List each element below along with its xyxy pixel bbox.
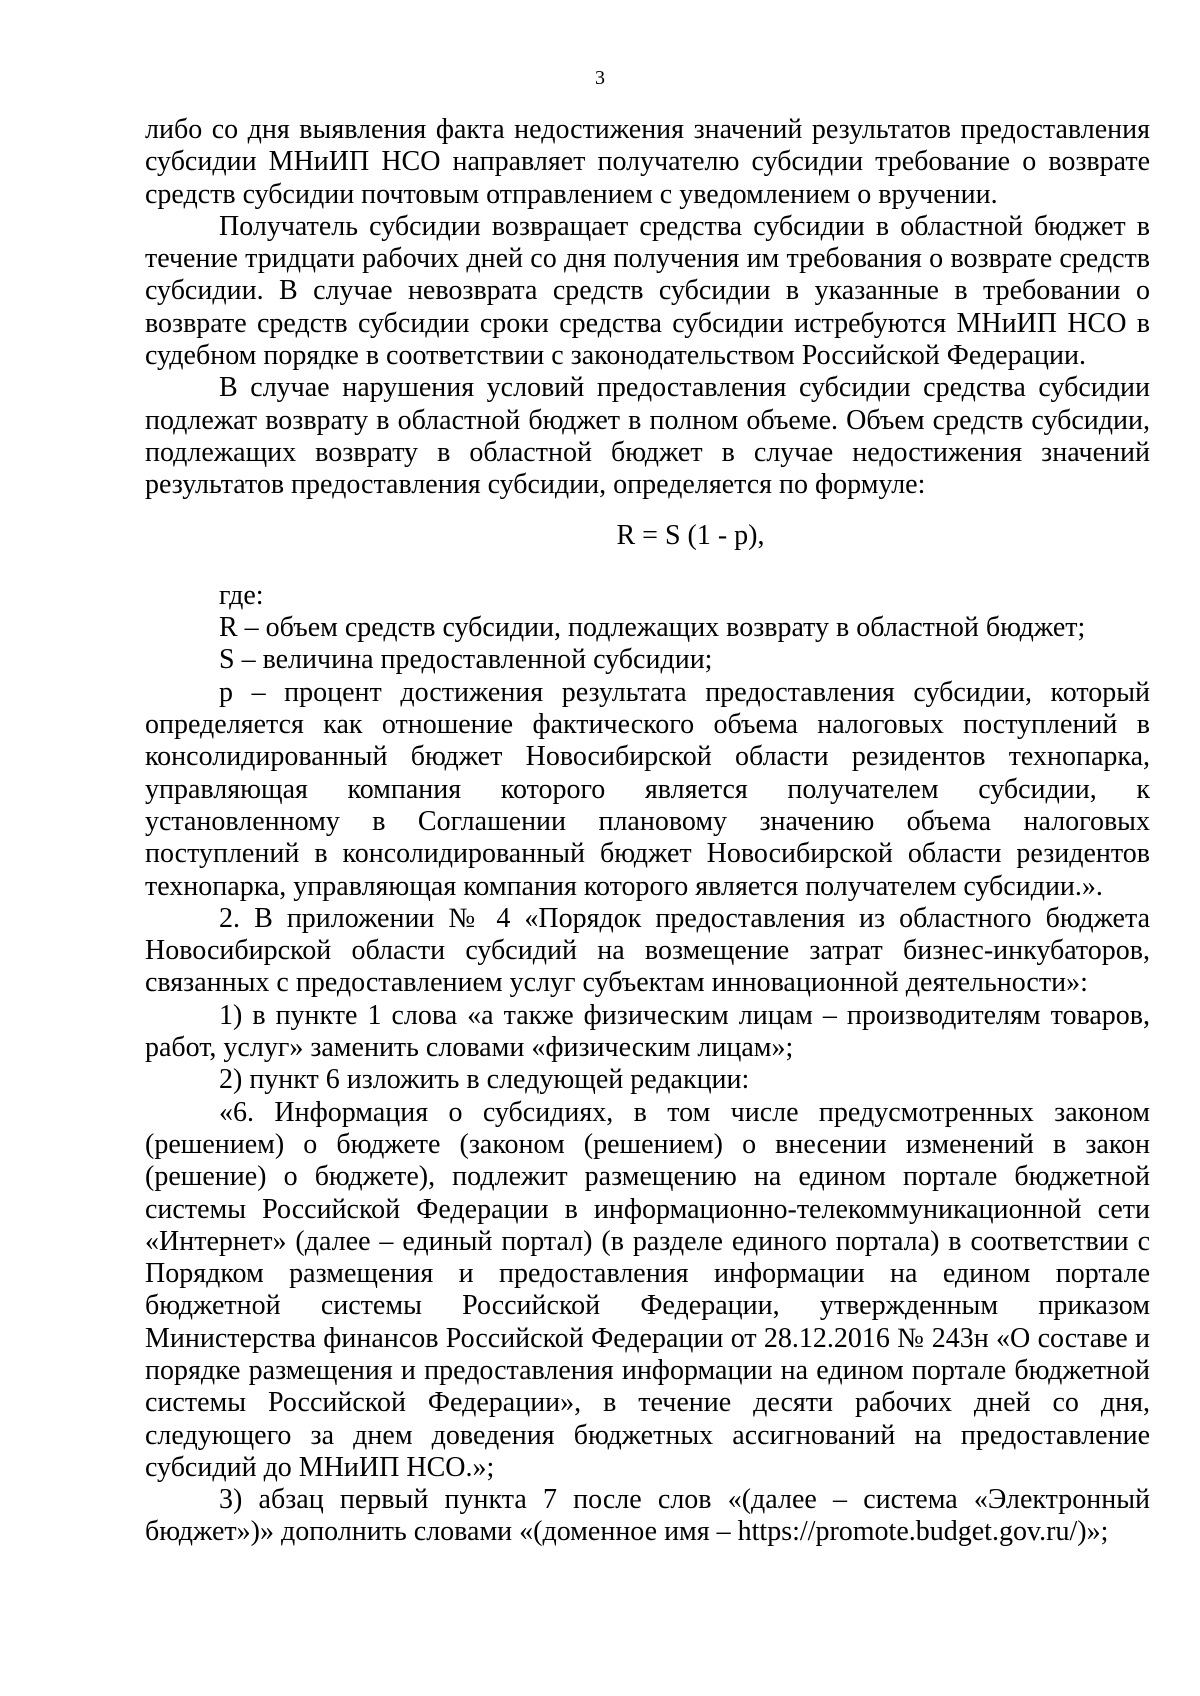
amendment-item-2: 2) пункт 6 изложить в следующей редакции:	[219, 1064, 750, 1096]
paragraph-refund-request: либо со дня выявления факта недостижения значений результатов предоставления субсидии МНиИП НСО направляет получателю субсидии требование о возврате средств субсидии почтовым отправлением с уведомлением о вручении.	[145, 114, 1150, 210]
definition-s: S – величина предоставленной субсидии;	[219, 644, 713, 676]
amendment-item-1: 1) в пункте 1 слова «а также физическим лицам – производителям товаров, работ, услуг» заменить словами «физическим лицам»;	[145, 999, 1150, 1064]
amendment-item-3: 3) абзац первый пункта 7 после слов «(далее – система «Электронный бюджет»)» дополнить словами «(доменное имя – https://promote.budget.gov.ru/)»;	[145, 1484, 1150, 1548]
paragraph-violation: В случае нарушения условий предоставления субсидии средства субсидии подлежат возврату в областной бюджет в полном объеме. Объем средств субсидии, подлежащих возврату в областной бюджет в случае недостижения значений результатов предоставления субсидии, определяется по формуле:	[145, 372, 1150, 501]
amendment-item-6-text: «6. Информация о субсидиях, в том числе предусмотренных законом (решением) о бюджете (законом (решением) о внесении изменений в закон (решение) о бюджете), подлежит размещению на едином портале бюджетной системы Российской Федерации в информационно-телекоммуникационной сети «Интернет» (далее – единый портал) (в разделе единого портала) в соответствии с Порядком размещения и предоставления информации на едином портале бюджетной системы Российской Федерации, утвержденным приказом Министерства финансов Российской Федерации от 28.12.2016 № 243н «О составе и порядке размещения и предоставления информации на едином портале бюджетной системы Российской Федерации», в течение десяти рабочих дней со дня, следующего за днем доведения бюджетных ассигнований на предоставление субсидий до МНиИП НСО.»;	[145, 1096, 1150, 1483]
definition-r: R – объем средств субсидии, подлежащих возврату в областной бюджет;	[219, 612, 1086, 644]
paragraph-refund-term: Получатель субсидии возвращает средства субсидии в областной бюджет в течение тридцати рабочих дней со дня получения им требования о возврате средств субсидии. В случае невозврата средств субсидии в указанные в требовании о возврате средств субсидии сроки средства субсидии истребуются МНиИП НСО в судебном порядке в соответствии с законодательством Российской Федерации.	[145, 210, 1150, 372]
document-body	[145, 114, 1150, 1549]
definition-p: p – процент достижения результата предоставления субсидии, который определяется как отношение фактического объема налоговых поступлений в консолидированный бюджет Новосибирской области резидентов технопарка, управляющая компания которого является получателем субсидии, к установленному в Соглашении плановому значению объема налоговых поступлений в консолидированный бюджет Новосибирской области резидентов технопарка, управляющая компания которого является получателем субсидии.».	[145, 676, 1150, 902]
formula: R = S (1 - p),	[616, 519, 765, 551]
definition-where: где:	[219, 579, 264, 611]
amendment-appendix-4: 2. В приложении № 4 «Порядок предоставления из областного бюджета Новосибирской области субсидий на возмещение затрат бизнес-инкубаторов, связанных с предоставлением услуг субъектам инновационной деятельности»:	[145, 902, 1150, 999]
page-number: 3	[595, 67, 605, 89]
